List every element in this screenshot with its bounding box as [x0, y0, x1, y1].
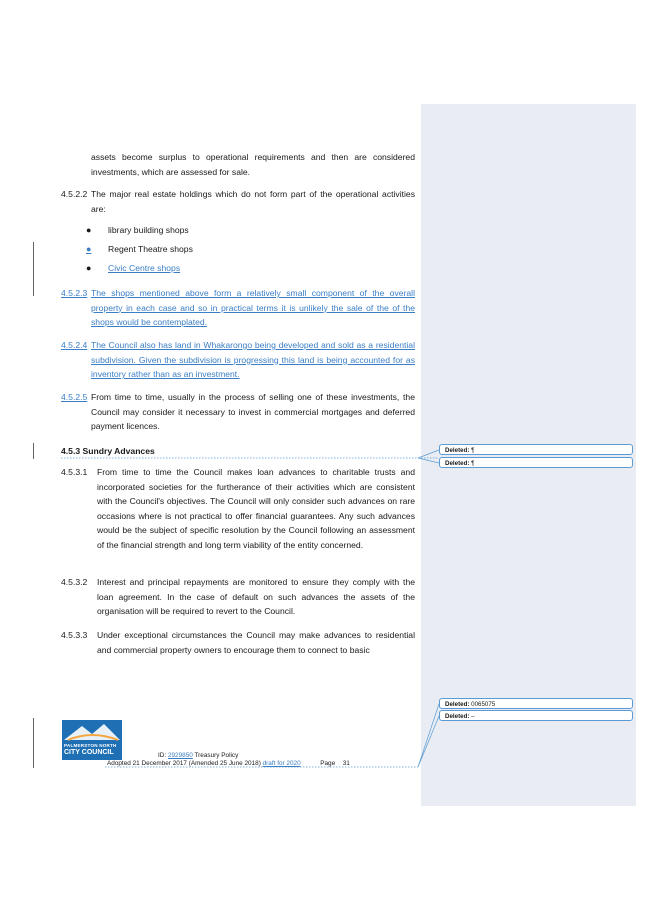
logo-text-line2: CITY COUNCIL [64, 749, 114, 756]
comment-label: Deleted: [445, 460, 470, 467]
paragraph: Under exceptional circumstances the Council may make advances to residential and commercial property owners to encourage them to connect to basic [97, 630, 415, 655]
comment-label: Deleted: [445, 713, 470, 720]
section-number: 4.5.2.3 [61, 288, 88, 298]
footer-page-number: 31 [342, 760, 350, 767]
comment-text: – [471, 713, 475, 720]
logo-text-line1: PALMERSTON NORTH [64, 743, 117, 748]
list-item: Regent Theatre shops [108, 244, 193, 254]
bullet-icon: ● [86, 225, 92, 235]
footer-adopted-line [107, 759, 350, 768]
footer-id-value: 2929850 [167, 752, 193, 759]
section-number: 4.5.2.4 [61, 340, 88, 350]
section-number: 4.5.3.2 [61, 577, 88, 587]
paragraph: From time to time the Council makes loan advances to charitable trusts and incorporated societies for the furtherance of their activities which are consistent with the Council's objectives. The Council will only consider such advances on rare occasions where is not practical to offer financial guarantees. Any such advances would be the subject of specific resolution by the Council following an assessment of the financial strength and long term viability of the entity concerned. [97, 467, 415, 550]
comment-label: Deleted: [445, 701, 470, 708]
footer-page-label: Page [320, 760, 336, 767]
footer-adopted: Adopted 21 December 2017 (Amended 25 June 2018) [107, 760, 261, 767]
comment-balloon[interactable] [439, 698, 633, 709]
paragraph-continuation: assets become surplus to operational requirements and then are considered investments, which are assessed for sale. [91, 152, 415, 177]
paragraph-inserted: The Council also has land in Whakarongo being developed and sold as a residential subdivision. Given the subdivision is progressing this land is being accounted for as inventory rather than as an investment. [91, 340, 415, 380]
comment-text: ¶ [471, 460, 475, 467]
comment-balloon[interactable] [439, 457, 633, 468]
section-heading: 4.5.3 Sundry Advances [61, 446, 155, 456]
list-item: Civic Centre shops [108, 263, 181, 273]
footer-draft: draft for 2020 [262, 760, 301, 767]
list-item: library building shops [108, 225, 189, 235]
section-number: 4.5.2.5 [61, 392, 88, 402]
comment-balloon[interactable] [439, 710, 633, 721]
section-number: 4.5.2.2 [61, 189, 88, 199]
section-number: 4.5.3.3 [61, 630, 88, 640]
footer-id-label: ID: [158, 752, 167, 759]
section-number: 4.5.3.1 [61, 467, 88, 477]
paragraph: The major real estate holdings which do not form part of the operational activities are: [91, 189, 415, 214]
comment-label: Deleted: [445, 447, 470, 454]
paragraph: From time to time, usually in the process of selling one of these investments, the Council may consider it necessary to invest in commercial mortgages and deferred payment licences. [91, 392, 415, 432]
council-logo [62, 720, 122, 760]
bullet-icon: ● [86, 263, 92, 273]
footer-policy: Treasury Policy [194, 752, 239, 759]
paragraph-inserted: The shops mentioned above form a relatively small component of the overall property in each case and so in practical terms it is unlikely the sale of the of the shops would be contemplated. [91, 288, 415, 328]
paragraph: Interest and principal repayments are monitored to ensure they comply with the loan agreement. In the case of default on such advances the assets of the organisation will be required to revert to the Council. [97, 577, 415, 617]
comment-balloon[interactable] [439, 444, 633, 455]
comment-text: ¶ [471, 447, 475, 454]
comment-text: 0065075 [471, 701, 496, 708]
bullet-icon: ● [86, 244, 92, 254]
